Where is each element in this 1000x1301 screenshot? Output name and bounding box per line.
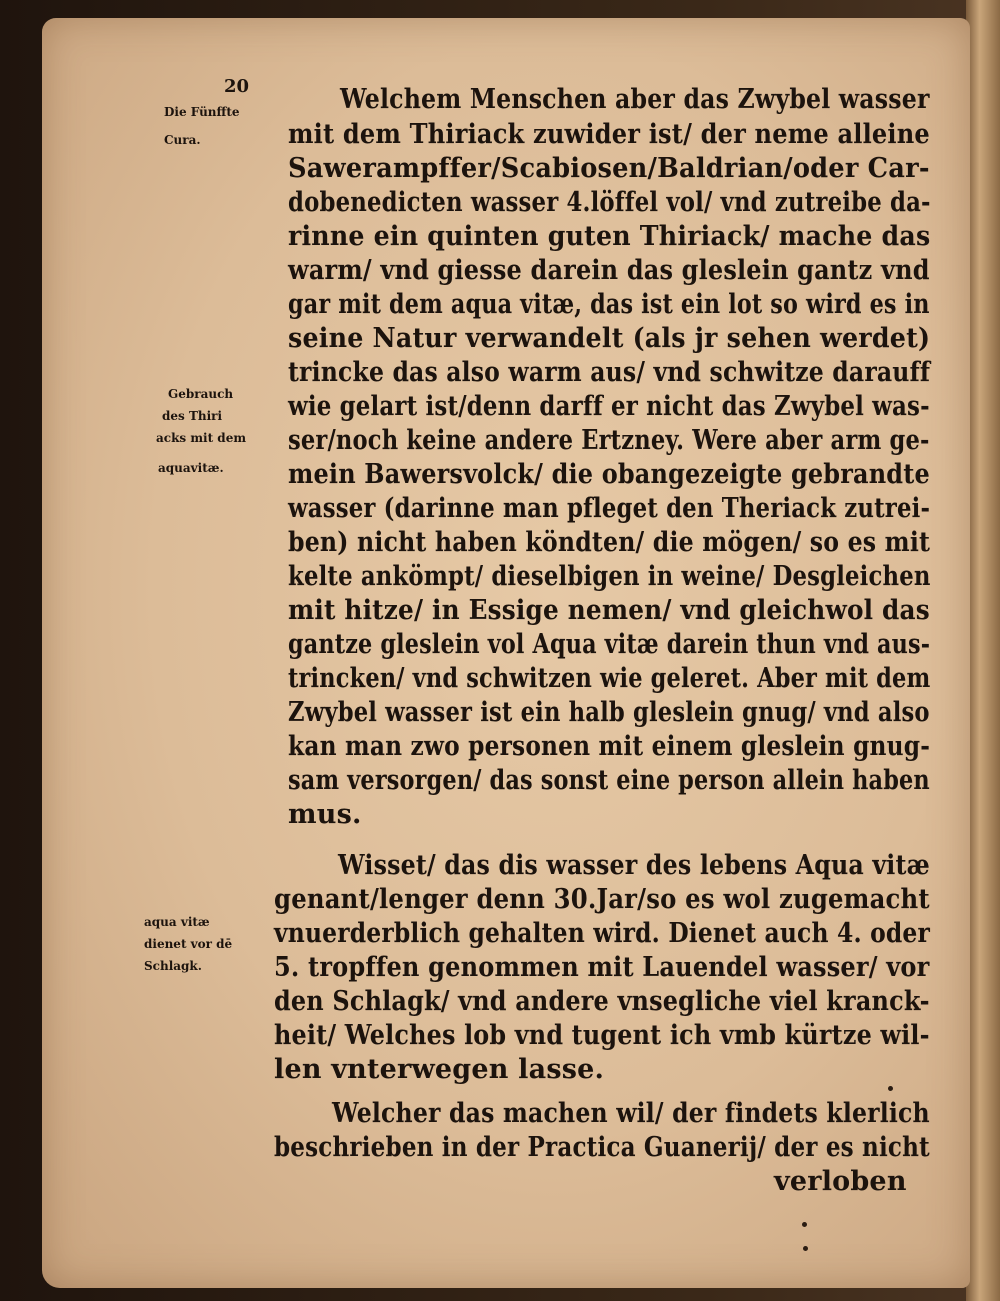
body-line: sam versorgen/ das sonst eine person allein haben	[288, 765, 930, 796]
body-line: Welchem Menschen aber das Zwybel wasser	[340, 84, 930, 115]
margin-note-line: Cura.	[164, 133, 201, 147]
body-line: len vnterwegen lasse.	[274, 1054, 605, 1085]
margin-note-line: aqua vitæ	[144, 915, 210, 929]
body-line: trincken/ vnd schwitzen wie geleret. Aber mit dem	[288, 663, 931, 694]
body-line: wasser (darinne man pfleget den Theriack zutrei-	[288, 493, 931, 524]
body-line: den Schlagk/ vnd andere vnsegliche viel kranck-	[274, 986, 930, 1017]
margin-note-line: des Thiri	[162, 409, 223, 423]
body-line: wie gelart ist/denn darff er nicht das Zwybel was-	[288, 391, 930, 422]
body-line: ser/noch keine andere Ertzney. Were aber arm ge-	[288, 425, 930, 456]
paper-speck	[802, 1222, 807, 1227]
body-line: 5. tropffen genommen mit Lauendel wasser/ vor	[274, 952, 930, 983]
margin-note-line: aquavitæ.	[158, 461, 224, 475]
margin-note-line: acks mit dem	[156, 431, 247, 445]
body-line: vnuerderblich gehalten wird. Dienet auch 4. oder	[274, 918, 930, 949]
body-line: seine Natur verwandelt (als jr sehen werdet)	[288, 323, 931, 354]
body-line: kan man zwo personen mit einem gleslein gnug-	[288, 731, 931, 762]
paper-speck	[803, 1246, 808, 1251]
body-line: Wisset/ das dis wasser des lebens Aqua vitæ	[338, 850, 930, 881]
body-line: gantze gleslein vol Aqua vitæ darein thun vnd aus-	[288, 629, 931, 660]
book-page	[42, 18, 970, 1288]
body-line: Welcher das machen wil/ der findets klerlich	[332, 1098, 930, 1129]
catchword: verloben	[774, 1166, 907, 1197]
margin-note-line: Die Fünffte	[164, 105, 240, 119]
body-line: heit/ Welches lob vnd tugent ich vmb kürtze wil-	[274, 1020, 930, 1051]
body-line: warm/ vnd giesse darein das gleslein gantz vnd	[288, 255, 930, 286]
body-line: beschrieben in der Practica Guanerij/ der es nicht	[274, 1132, 930, 1163]
body-line: trincke das also warm aus/ vnd schwitze darauff	[288, 357, 931, 388]
body-line: Zwybel wasser ist ein halb gleslein gnug/ vnd also	[288, 697, 930, 728]
body-line: Sawerampffer/Scabiosen/Baldrian/oder Car-	[288, 153, 930, 184]
body-line: ben) nicht haben köndten/ die mögen/ so es mit	[288, 527, 931, 558]
body-line: mit hitze/ in Essige nemen/ vnd gleichwol das	[288, 595, 930, 626]
margin-note-line: Gebrauch	[168, 387, 234, 401]
paper-speck	[888, 1086, 893, 1091]
body-line: mus.	[288, 799, 362, 830]
body-line: mein Bawersvolck/ die obangezeigte gebrandte	[288, 459, 930, 490]
body-line: kelte ankömpt/ dieselbigen in weine/ Desgleichen	[288, 561, 931, 592]
body-line: gar mit dem aqua vitæ, das ist ein lot so wird es in	[288, 289, 930, 320]
body-line: rinne ein quinten guten Thiriack/ mache das	[288, 221, 931, 252]
body-line: mit dem Thiriack zuwider ist/ der neme alleine	[288, 119, 930, 150]
page-number: 20	[224, 76, 250, 97]
margin-note-line: dienet vor dē	[144, 937, 233, 951]
margin-note-line: Schlagk.	[144, 959, 202, 973]
body-line: dobenedicten wasser 4.löffel vol/ vnd zutreibe da-	[288, 187, 931, 218]
next-page-edge	[966, 0, 1000, 1301]
body-line: genant/lenger denn 30.Jar/so es wol zugemacht	[274, 884, 930, 915]
